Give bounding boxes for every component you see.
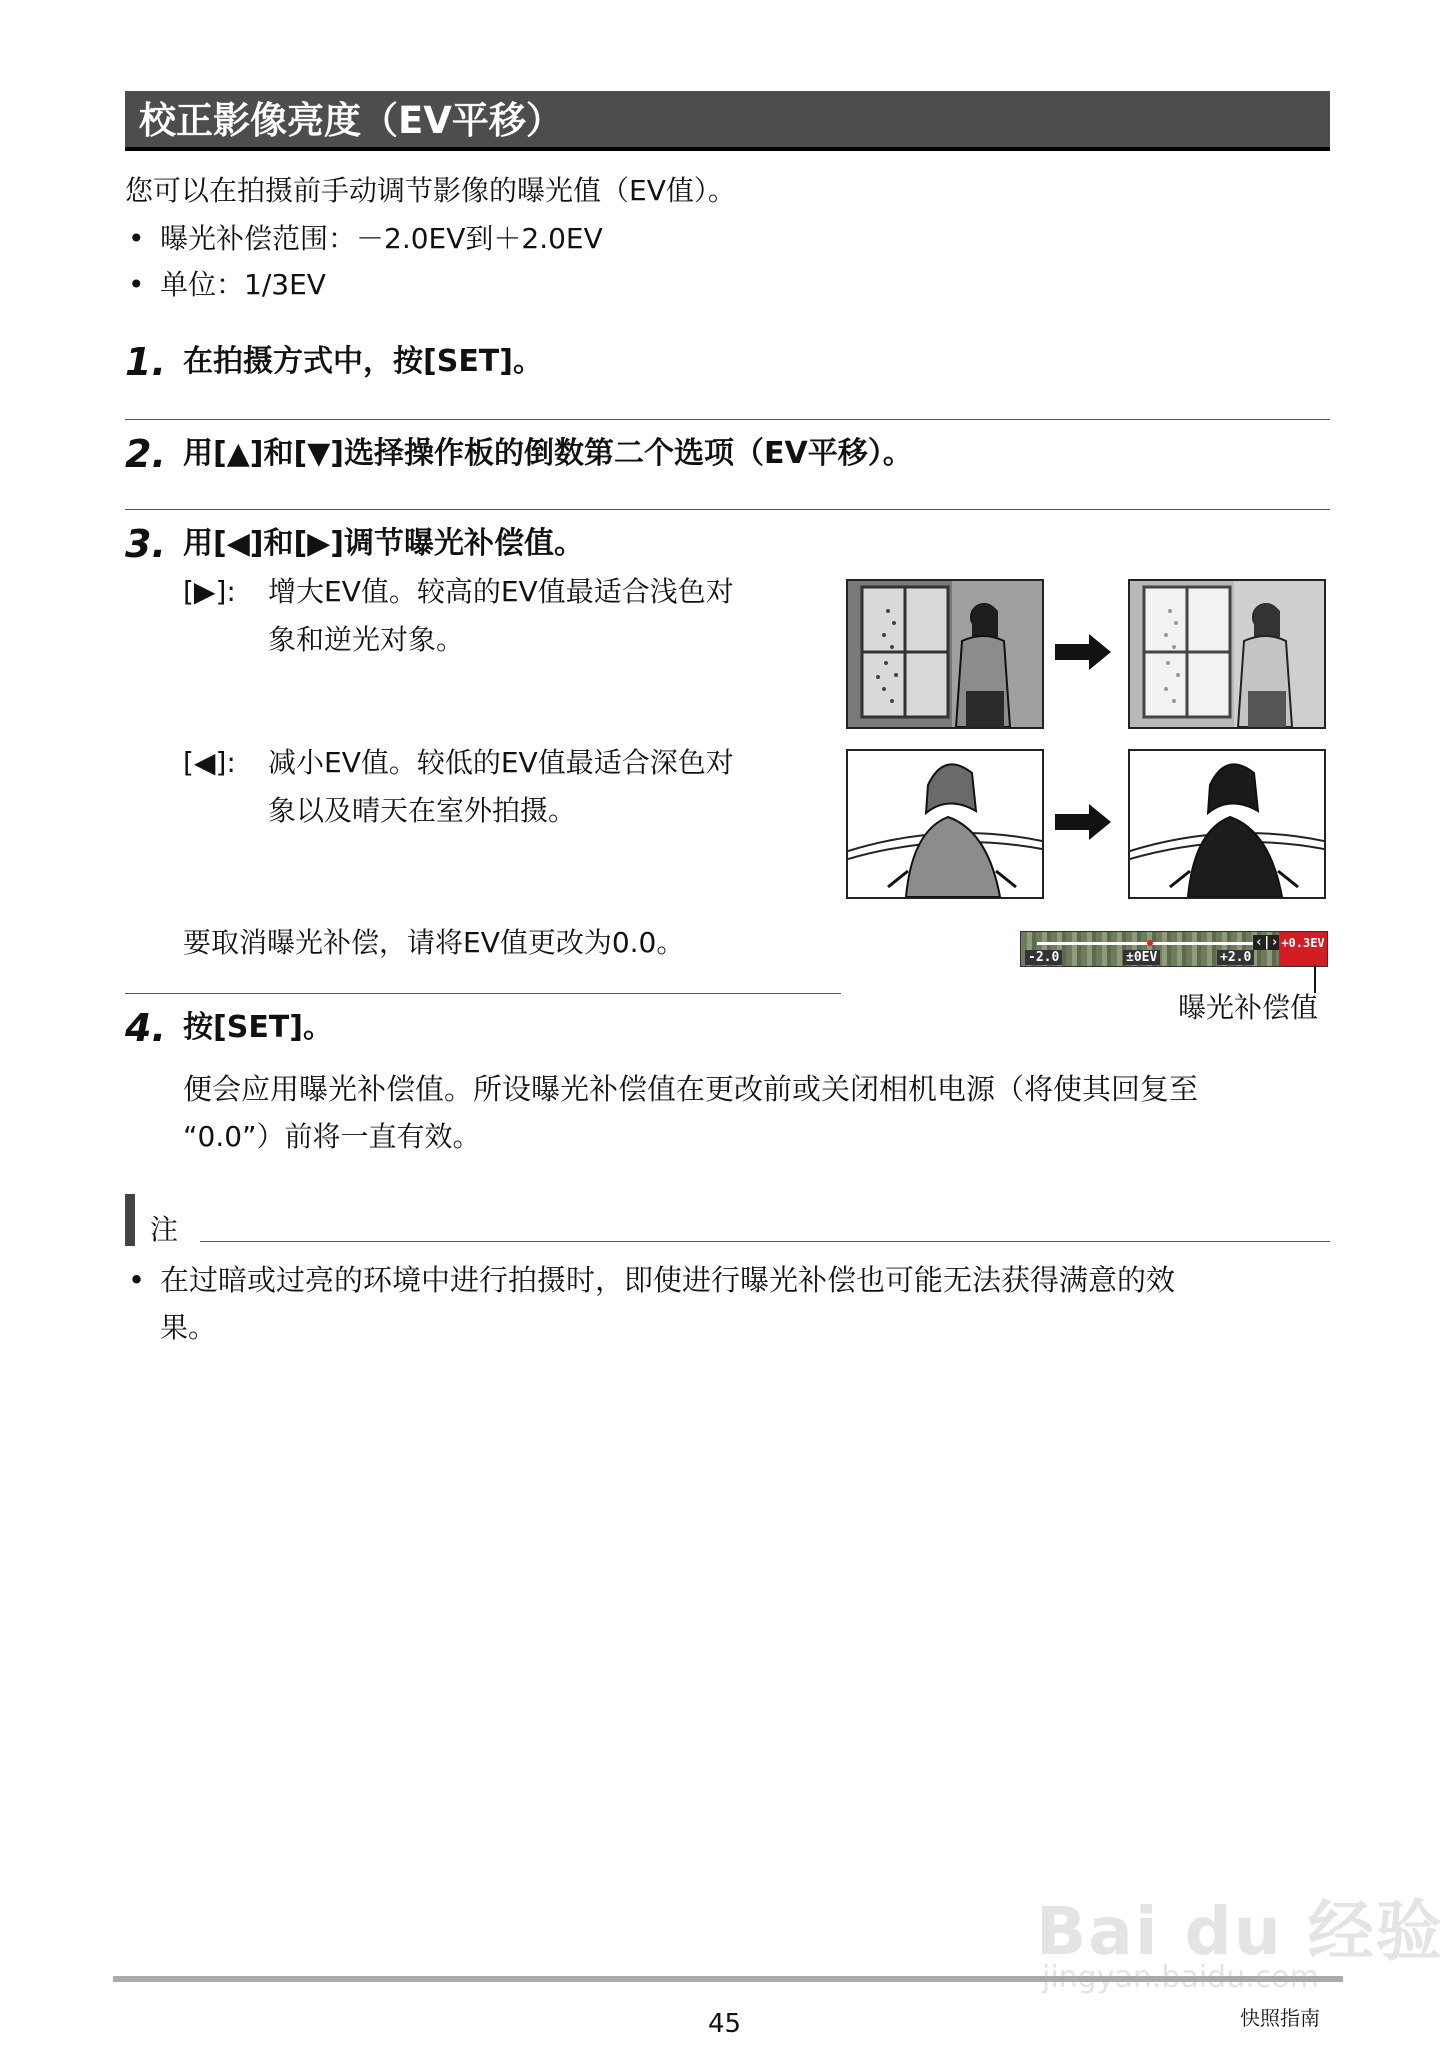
step-2-text: 用[▲]和[▼]选择操作板的倒数第二个选项（EV平移）。: [183, 436, 913, 471]
ev-tick-max: +2.0: [1217, 950, 1254, 965]
step-4-desc-line2: “0.0”）前将一直有效。: [183, 1120, 481, 1153]
step-1-number: 1.: [125, 340, 166, 384]
ev-tick-min: -2.0: [1025, 950, 1062, 965]
step-3-number: 3.: [125, 522, 166, 566]
ev-tick-zero: ±0EV: [1123, 950, 1160, 965]
note-line2: 果。: [160, 1311, 217, 1344]
ev-scale-line: [1037, 942, 1269, 945]
photo-bright-after: [1128, 749, 1326, 899]
callout-line: [1314, 965, 1316, 993]
increase-desc-line1: 增大EV值。较高的EV值最适合浅色对: [268, 575, 734, 608]
increase-key: [▶]:: [183, 575, 236, 608]
ev-shift-bar: [1020, 931, 1328, 967]
step-4-text: 按[SET]。: [183, 1010, 333, 1045]
bullet-ev-range: • 曝光补偿范围：－2.0EV到＋2.0EV: [160, 221, 603, 257]
decrease-key: [◀]:: [183, 746, 236, 779]
ev-position-marker: [1147, 940, 1153, 946]
section-title: 校正影像亮度（EV平移）: [125, 91, 1330, 151]
note-line1: • 在过暗或过亮的环境中进行拍摄时，即使进行曝光补偿也可能无法获得满意的效: [160, 1262, 1175, 1298]
note-marker: [125, 1194, 135, 1246]
bullet-ev-unit: • 单位：1/3EV: [160, 267, 326, 303]
divider: [125, 419, 1330, 420]
step-4-number: 4.: [125, 1006, 166, 1050]
divider: [125, 509, 1330, 510]
watermark-logo: Bai du 经验: [1036, 1893, 1444, 1970]
step-2-number: 2.: [125, 432, 166, 476]
arrow-right-icon: [1053, 632, 1113, 672]
increase-desc-line2: 象和逆光对象。: [268, 623, 465, 656]
step-1-text: 在拍摄方式中，按[SET]。: [183, 344, 543, 379]
ev-callout-label: 曝光补偿值: [1178, 991, 1319, 1024]
page-number: 45: [708, 2009, 742, 2039]
decrease-desc-line1: 减小EV值。较低的EV值最适合深色对: [268, 746, 734, 779]
intro-text: 您可以在拍摄前手动调节影像的曝光值（EV值）。: [125, 174, 736, 207]
step-4-desc-line1: 便会应用曝光补偿值。所设曝光补偿值在更改前或关闭相机电源（将使其回复至: [183, 1072, 1199, 1106]
photo-backlit-before: [846, 579, 1044, 729]
footer-rule: [113, 1976, 1343, 1982]
cancel-note: 要取消曝光补偿，请将EV值更改为0.0。: [183, 926, 685, 959]
photo-backlit-after: [1128, 579, 1326, 729]
step-3-text: 用[◀]和[▶]调节曝光补偿值。: [183, 526, 584, 561]
note-label: 注: [150, 1213, 179, 1246]
photo-bright-before: [846, 749, 1044, 899]
decrease-desc-line2: 象以及晴天在室外拍摄。: [268, 794, 577, 827]
guide-name: 快照指南: [1240, 2006, 1320, 2030]
divider: [125, 993, 841, 994]
ev-adjust-arrows-icon: ‹|›: [1255, 935, 1279, 950]
arrow-right-icon: [1053, 802, 1113, 842]
divider: [200, 1241, 1330, 1242]
ev-current-value: +0.3EV: [1279, 932, 1327, 966]
